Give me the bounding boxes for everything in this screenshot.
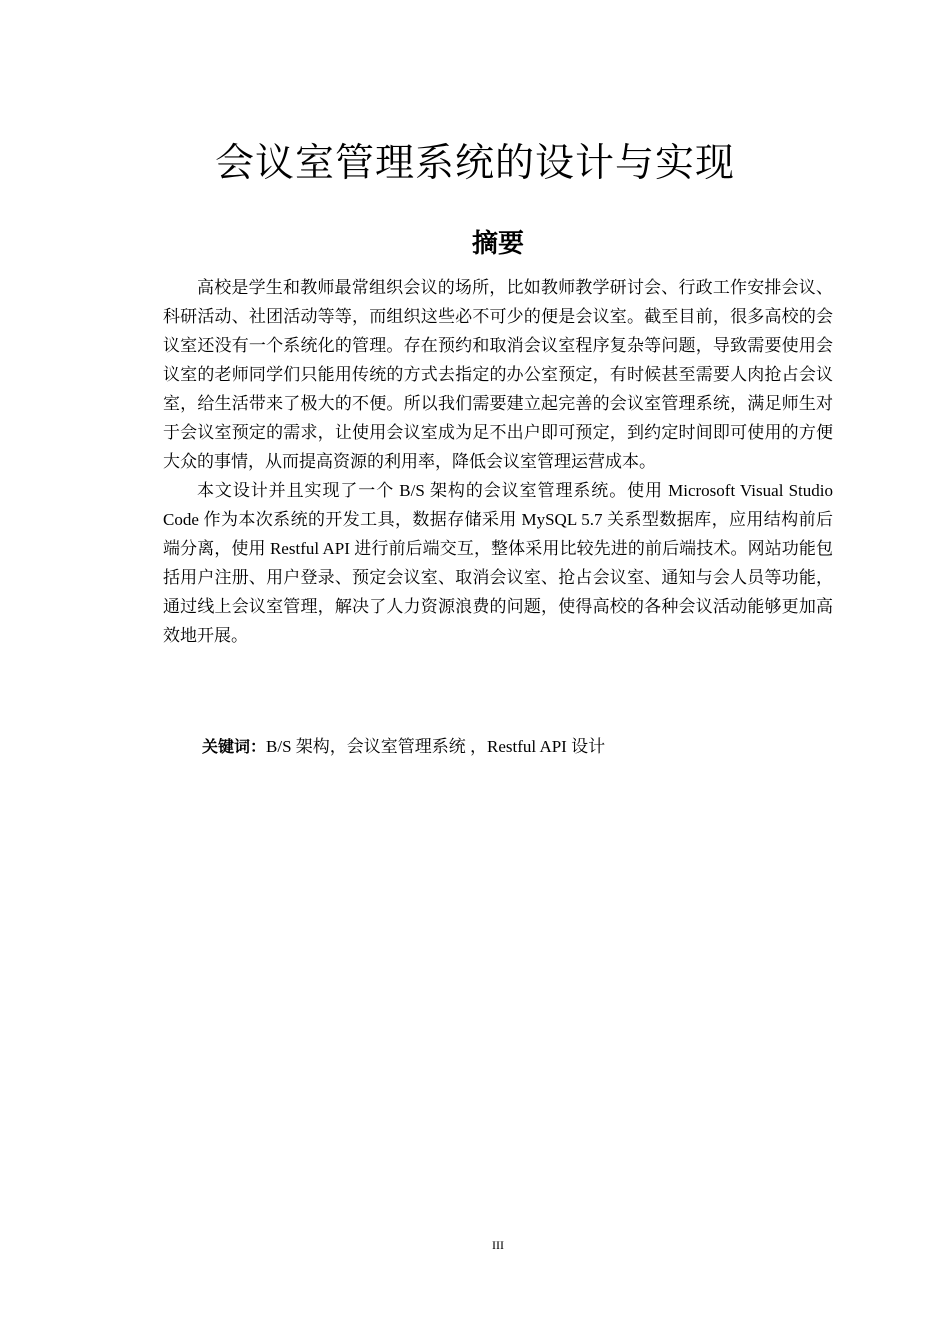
abstract-heading: 摘要	[471, 229, 524, 259]
keywords-text: B/S 架构，会议室管理系统 ，Restful API 设计	[266, 737, 606, 756]
abstract-body	[163, 273, 833, 650]
abstract-paragraph-2: 本文设计并且实现了一个 B/S 架构的会议室管理系统。使用 Microsoft Visual Studio Code 作为本次系统的开发工具，数据存储采用 MySQL 5.7 关系型数据库，应用结构前后端分离，使用 Restful API 进行前后端交互，整体采用比较先进的前后端技术。网站功能包括用户注册、用户登录、预定会议室、取消会议室、抢占会议室、通知与会人员等功能，通过线上会议室管理，解决了人力资源浪费的问题，使得高校的各种会议活动能够更加高效地开展。	[163, 481, 833, 645]
paper-title: 会议室管理系统的设计与实现	[214, 141, 735, 186]
keywords-label: 关键词：	[202, 737, 267, 756]
abstract-paragraph-1: 高校是学生和教师最常组织会议的场所，比如教师教学研讨会、行政工作安排会议、科研活动、社团活动等等，而组织这些必不可少的便是会议室。截至目前，很多高校的会议室还没有一个系统化的管理。存在预约和取消会议室程序复杂等问题，导致需要使用会议室的老师同学们只能用传统的方式去指定的办公室预定，有时候甚至需要人肉抢占会议室，给生活带来了极大的不便。所以我们需要建立起完善的会议室管理系统，满足师生对于会议室预定的需求，让使用会议室成为足不出户即可预定，到约定时间即可使用的方便大众的事情，从而提高资源的利用率，降低会议室管理运营成本。	[163, 278, 833, 471]
page-number: III	[492, 1238, 504, 1252]
keywords-line	[202, 734, 842, 760]
